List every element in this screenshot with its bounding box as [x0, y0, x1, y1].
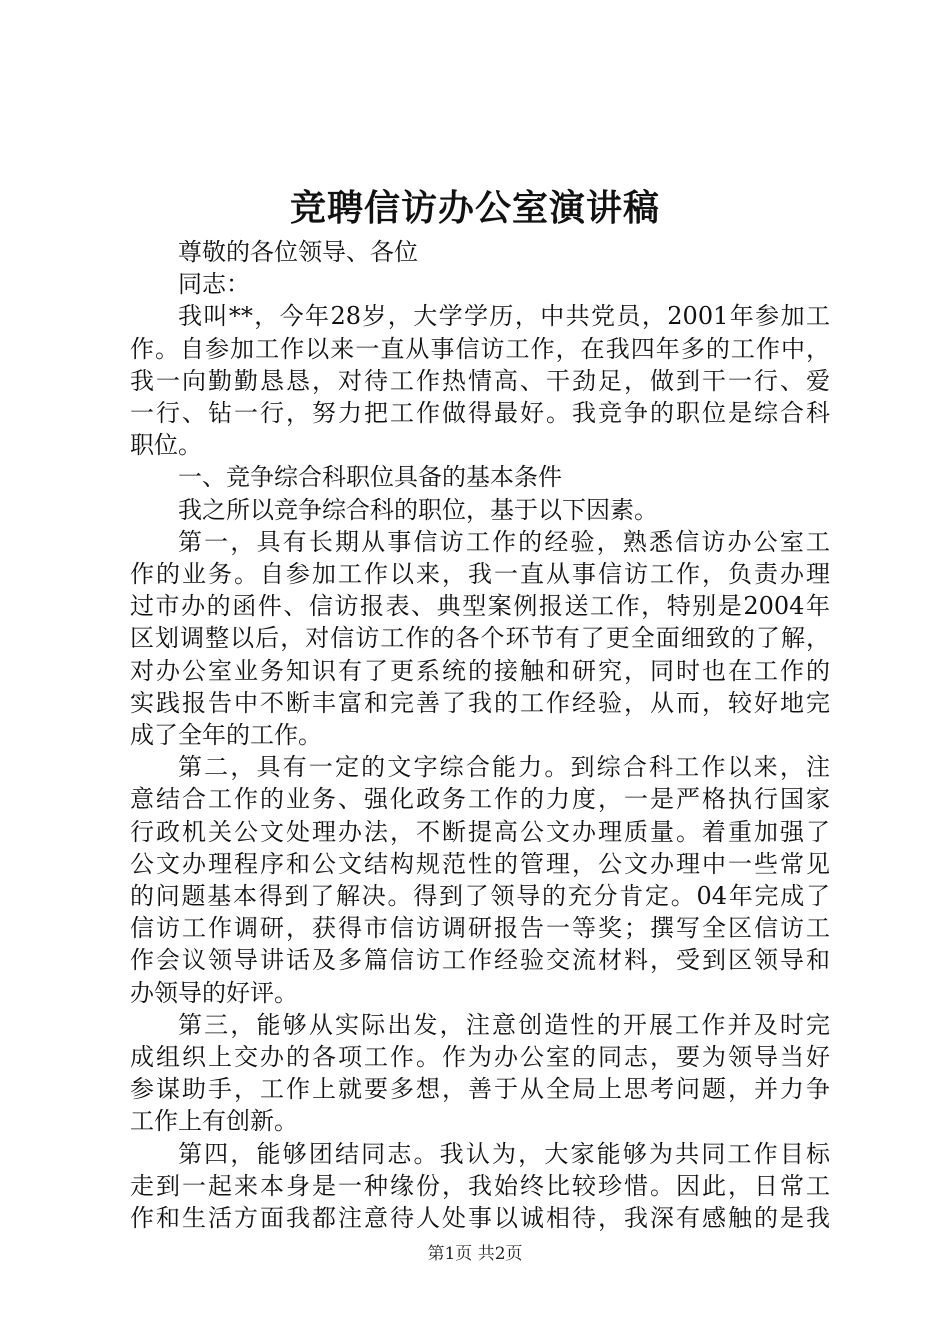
body-line: 同志：: [178, 270, 250, 299]
body-line: 参谋助手，工作上就要多想，善于从全局上思考问题，并力争: [130, 1075, 830, 1104]
body-line: 办领导的好评。: [130, 978, 298, 1007]
body-line: 第二，具有一定的文字综合能力。到综合科工作以来，注: [178, 753, 830, 782]
body-line: 过市办的函件、信访报表、典型案例报送工作，特别是2004年: [130, 592, 830, 621]
body-line: 职位。: [130, 431, 202, 460]
body-line: 对办公室业务知识有了更系统的接触和研究，同时也在工作的: [130, 656, 830, 685]
body-line: 信访工作调研，获得市信访调研报告一等奖；撰写全区信访工: [130, 914, 830, 943]
body-line: 区划调整以后，对信访工作的各个环节有了更全面细致的了解，: [130, 624, 830, 653]
document-body: [130, 236, 830, 1234]
body-line: 第三，能够从实际出发，注意创造性的开展工作并及时完: [178, 1010, 830, 1039]
body-line: 我之所以竞争综合科的职位，基于以下因素。: [178, 495, 658, 524]
body-line: 第一，具有长期从事信访工作的经验，熟悉信访办公室工: [178, 527, 830, 556]
body-line: 意结合工作的业务、强化政务工作的力度，一是严格执行国家: [130, 785, 830, 814]
body-line: 成组织上交办的各项工作。作为办公室的同志，要为领导当好: [130, 1043, 830, 1072]
body-line: 公文办理程序和公文结构规范性的管理，公文办理中一些常见: [130, 849, 830, 878]
body-line: 的问题基本得到了解决。得到了领导的充分肯定。04年完成了: [130, 882, 830, 911]
body-line: 我一向勤勤恳恳，对待工作热情高、干劲足，做到干一行、爱: [130, 366, 830, 395]
page-footer: 第1页 共2页: [427, 1244, 523, 1264]
document-title: 竞聘信访办公室演讲稿: [289, 187, 660, 229]
body-line: 作和生活方面我都注意待人处事以诚相待，我深有感触的是我: [130, 1204, 830, 1233]
body-line: 行政机关公文处理办法，不断提高公文办理质量。着重加强了: [130, 817, 830, 846]
body-line: 工作上有创新。: [130, 1107, 298, 1136]
body-line: 尊敬的各位领导、各位: [178, 238, 418, 266]
body-line: 走到一起来本身是一种缘份，我始终比较珍惜。因此，日常工: [130, 1171, 830, 1200]
body-line: 第四，能够团结同志。我认为，大家能够为共同工作目标: [178, 1139, 830, 1168]
body-line: 我叫**，今年28岁，大学学历，中共党员，2001年参加工: [178, 302, 830, 331]
body-line: 实践报告中不断丰富和完善了我的工作经验，从而，较好地完: [130, 688, 830, 717]
body-line: 成了全年的工作。: [130, 721, 322, 750]
body-line: 作。自参加工作以来一直从事信访工作，在我四年多的工作中，: [130, 334, 830, 363]
body-line: 作会议领导讲话及多篇信访工作经验交流材料，受到区领导和: [130, 946, 830, 975]
body-line: 作的业务。自参加工作以来，我一直从事信访工作，负责办理: [130, 560, 830, 589]
body-line: 一行、钻一行，努力把工作做得最好。我竞争的职位是综合科: [130, 399, 830, 428]
body-line: 一、竞争综合科职位具备的基本条件: [178, 463, 562, 492]
